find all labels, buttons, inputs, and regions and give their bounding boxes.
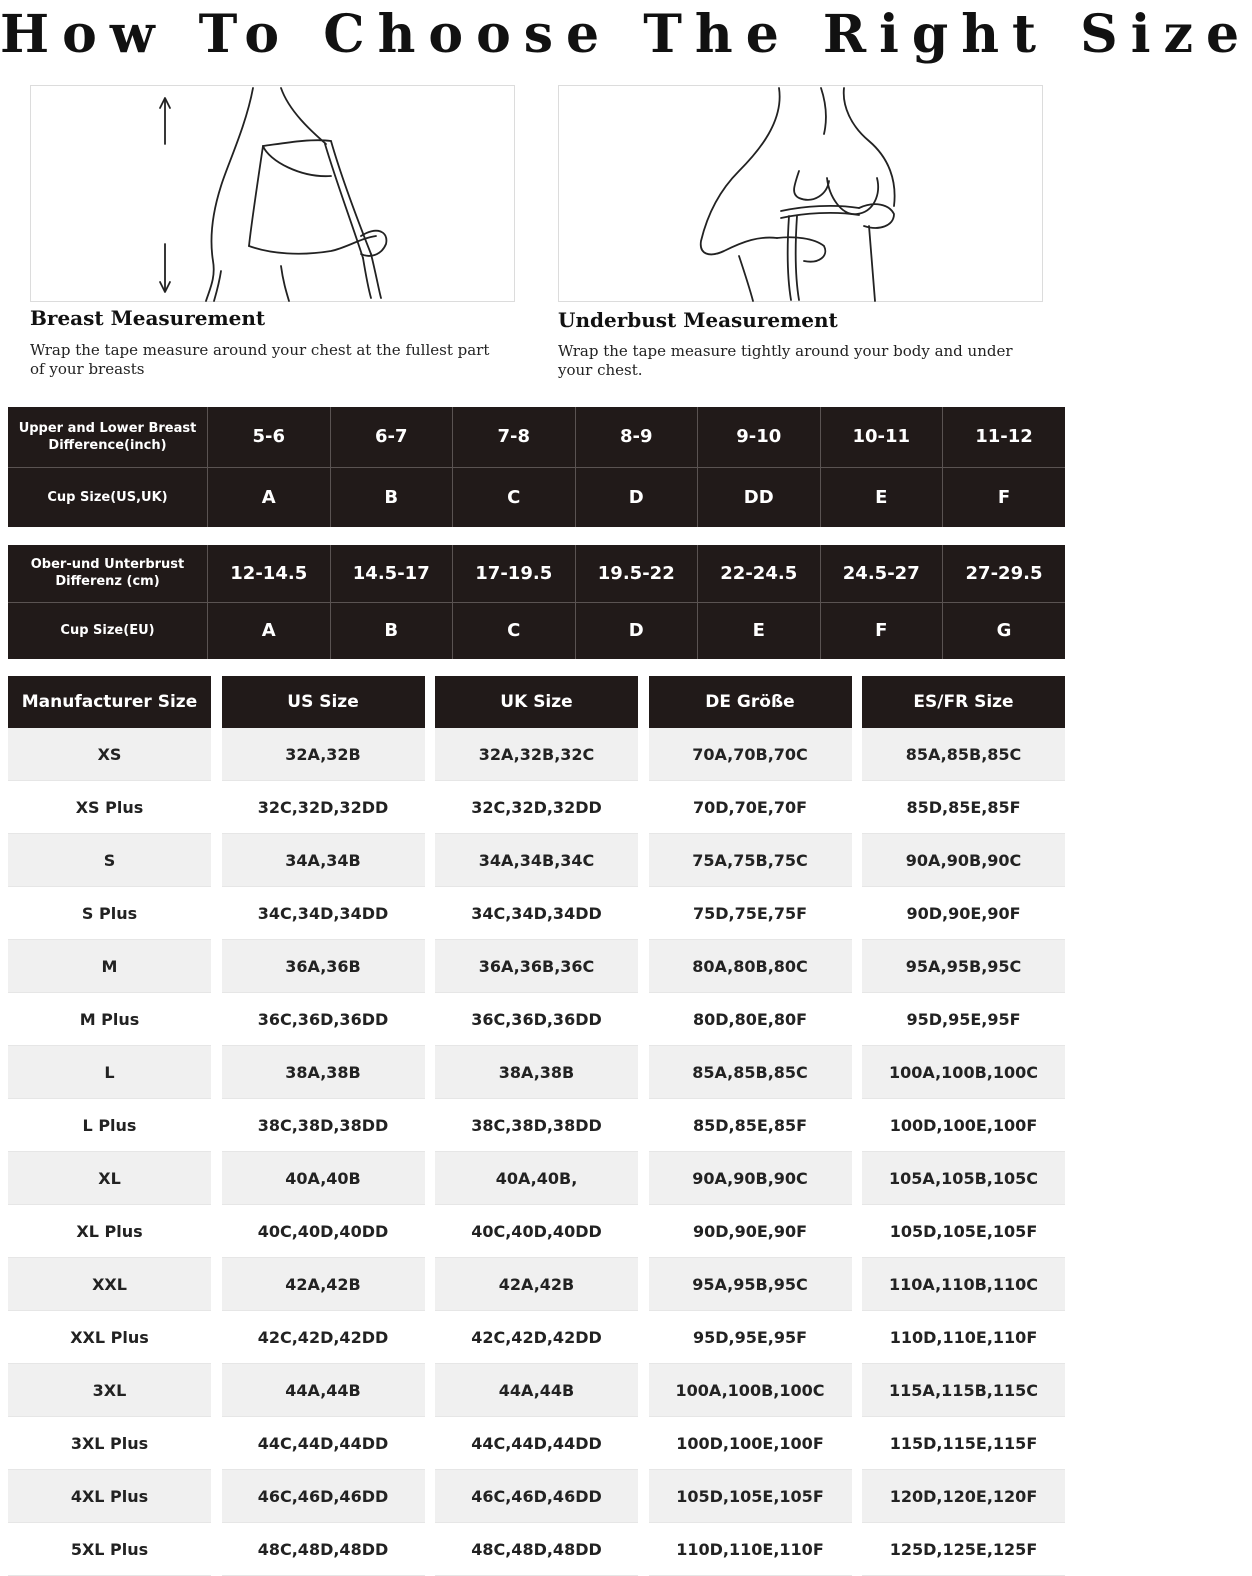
de-size-cell: 90D,90E,90F	[649, 1205, 852, 1258]
difference-cm-value: 17-19.5	[453, 545, 576, 602]
us-size-cell: 36C,36D,36DD	[222, 993, 425, 1046]
breast-measurement-drawing	[31, 86, 514, 301]
es-fr-size-cell: 100A,100B,100C	[862, 1046, 1065, 1099]
manufacturer-size-cell: XS Plus	[8, 781, 211, 834]
cup-size-value: F	[997, 486, 1011, 508]
cup-size-eu-value: A	[208, 602, 331, 659]
es-fr-size-cell: 105A,105B,105C	[862, 1152, 1065, 1205]
us-size-cell: 38C,38D,38DD	[222, 1099, 425, 1152]
us-size-cell: 34C,34D,34DD	[222, 887, 425, 940]
difference-inch-value: 7-8	[453, 407, 576, 467]
manufacturer-size-cell: XS	[8, 728, 211, 781]
breast-measurement-text: Wrap the tape measure around your chest at the fullest part of your breasts	[30, 341, 490, 378]
us-size-cell: 38A,38B	[222, 1046, 425, 1099]
cup-size-eu-value: F	[820, 602, 943, 659]
underbust-measurement-text: Wrap the tape measure tightly around your body and under your chest.	[558, 342, 1013, 379]
difference-inch-value: 8-9	[575, 407, 698, 467]
uk-size-cell: 40A,40B,	[435, 1152, 638, 1205]
manufacturer-size-cell: 3XL	[8, 1364, 211, 1417]
es-fr-size-cell: 90A,90B,90C	[862, 834, 1065, 887]
es-fr-size-cell: 110A,110B,110C	[862, 1258, 1065, 1311]
uk-size-cell: 46C,46D,46DD	[435, 1470, 638, 1523]
es-fr-size-cell: 95D,95E,95F	[862, 993, 1065, 1046]
cup-size-eu-value: D	[575, 602, 698, 659]
manufacturer-size-cell: L	[8, 1046, 211, 1099]
size-conversion-table	[8, 676, 1065, 1576]
cup-size-us-uk-table	[8, 407, 1065, 527]
es-fr-size-header: ES/FR Size	[862, 676, 1065, 728]
uk-size-cell: 44C,44D,44DD	[435, 1417, 638, 1470]
uk-size-cell: 42A,42B	[435, 1258, 638, 1311]
cup-size-eu-value: C	[453, 602, 576, 659]
de-size-cell: 90A,90B,90C	[649, 1152, 852, 1205]
us-size-cell: 42A,42B	[222, 1258, 425, 1311]
manufacturer-size-cell: 3XL Plus	[8, 1417, 211, 1470]
us-size-cell: 34A,34B	[222, 834, 425, 887]
manufacturer-size-cell: S	[8, 834, 211, 887]
difference-inch-value: 11-12	[943, 407, 1066, 467]
de-size-cell: 80A,80B,80C	[649, 940, 852, 993]
manufacturer-size-cell: 4XL Plus	[8, 1470, 211, 1523]
uk-size-header: UK Size	[435, 676, 638, 728]
de-size-cell: 80D,80E,80F	[649, 993, 852, 1046]
de-size-header: DE Größe	[649, 676, 852, 728]
difference-inch-value: 10-11	[820, 407, 943, 467]
manufacturer-size-cell: XL	[8, 1152, 211, 1205]
cup-size-eu-value: G	[996, 620, 1012, 642]
difference-cm-row	[8, 545, 1065, 602]
manufacturer-size-cell: S Plus	[8, 887, 211, 940]
cup-size-value: D	[575, 467, 698, 527]
us-size-cell: 36A,36B	[222, 940, 425, 993]
us-size-cell: 46C,46D,46DD	[222, 1470, 425, 1523]
de-size-cell: 100D,100E,100F	[649, 1417, 852, 1470]
cup-size-value: E	[820, 467, 943, 527]
es-fr-size-cell: 115A,115B,115C	[862, 1364, 1065, 1417]
manufacturer-size-cell: 5XL Plus	[8, 1523, 211, 1576]
difference-inch-value: 9-10	[698, 407, 821, 467]
cup-size-eu-row	[8, 602, 1065, 659]
breast-measurement-title: Breast Measurement	[30, 306, 266, 330]
manufacturer-size-cell: M	[8, 940, 211, 993]
es-fr-size-cell: 120D,120E,120F	[862, 1470, 1065, 1523]
difference-cm-value: 19.5-22	[575, 545, 698, 602]
cup-size-eu-value: B	[330, 602, 453, 659]
uk-size-cell: 36A,36B,36C	[435, 940, 638, 993]
manufacturer-size-cell: M Plus	[8, 993, 211, 1046]
cup-size-eu-value: E	[698, 602, 821, 659]
de-size-cell: 110D,110E,110F	[649, 1523, 852, 1576]
manufacturer-size-cell: L Plus	[8, 1099, 211, 1152]
difference-inch-row	[8, 407, 1065, 467]
difference-cm-value: 14.5-17	[330, 545, 453, 602]
cup-size-value: A	[208, 467, 331, 527]
es-fr-size-cell: 105D,105E,105F	[862, 1205, 1065, 1258]
difference-cm-value: 12-14.5	[208, 545, 331, 602]
es-fr-size-cell: 85D,85E,85F	[862, 781, 1065, 834]
underbust-measurement-illustration	[558, 85, 1043, 302]
us-size-cell: 32C,32D,32DD	[222, 781, 425, 834]
difference-inch-value: 5-6	[208, 407, 331, 467]
de-size-cell: 105D,105E,105F	[649, 1470, 852, 1523]
cup-size-value: B	[330, 467, 453, 527]
breast-measurement-illustration	[30, 85, 515, 302]
difference-inch-value: 6-7	[330, 407, 453, 467]
es-fr-size-cell: 90D,90E,90F	[862, 887, 1065, 940]
de-size-cell: 85D,85E,85F	[649, 1099, 852, 1152]
de-size-cell: 100A,100B,100C	[649, 1364, 852, 1417]
difference-cm-value: 24.5-27	[820, 545, 943, 602]
cup-size-us-uk-row	[8, 467, 1065, 527]
difference-inch-label: Upper and Lower Breast Difference(inch)	[8, 407, 208, 467]
us-size-cell: 40A,40B	[222, 1152, 425, 1205]
uk-size-cell: 34A,34B,34C	[435, 834, 638, 887]
cup-size-eu-label: Cup Size(EU)	[8, 602, 208, 659]
underbust-measurement-drawing	[559, 86, 1042, 301]
de-size-cell: 75A,75B,75C	[649, 834, 852, 887]
uk-size-cell: 32C,32D,32DD	[435, 781, 638, 834]
uk-size-cell: 38C,38D,38DD	[435, 1099, 638, 1152]
de-size-cell: 95D,95E,95F	[649, 1311, 852, 1364]
us-size-cell: 44A,44B	[222, 1364, 425, 1417]
cup-size-value: DD	[698, 467, 821, 527]
difference-cm-value: 22-24.5	[698, 545, 821, 602]
cup-size-value: C	[453, 467, 576, 527]
manufacturer-size-cell: XXL	[8, 1258, 211, 1311]
us-size-cell: 32A,32B	[222, 728, 425, 781]
uk-size-cell: 40C,40D,40DD	[435, 1205, 638, 1258]
de-size-cell: 70A,70B,70C	[649, 728, 852, 781]
es-fr-size-cell: 110D,110E,110F	[862, 1311, 1065, 1364]
cup-size-us-uk-label: Cup Size(US,UK)	[8, 467, 208, 527]
uk-size-cell: 36C,36D,36DD	[435, 993, 638, 1046]
uk-size-cell: 38A,38B	[435, 1046, 638, 1099]
cup-size-eu-table	[8, 545, 1065, 659]
es-fr-size-cell: 85A,85B,85C	[862, 728, 1065, 781]
de-size-cell: 75D,75E,75F	[649, 887, 852, 940]
us-size-cell: 40C,40D,40DD	[222, 1205, 425, 1258]
us-size-cell: 48C,48D,48DD	[222, 1523, 425, 1576]
uk-size-cell: 44A,44B	[435, 1364, 638, 1417]
manufacturer-size-cell: XL Plus	[8, 1205, 211, 1258]
uk-size-cell: 48C,48D,48DD	[435, 1523, 638, 1576]
es-fr-size-cell: 125D,125E,125F	[862, 1523, 1065, 1576]
difference-cm-label: Ober-und Unterbrust Differenz (cm)	[8, 545, 208, 602]
es-fr-size-cell: 100D,100E,100F	[862, 1099, 1065, 1152]
uk-size-cell: 34C,34D,34DD	[435, 887, 638, 940]
de-size-cell: 85A,85B,85C	[649, 1046, 852, 1099]
difference-cm-value: 27-29.5	[943, 545, 1066, 602]
us-size-header: US Size	[222, 676, 425, 728]
manufacturer-size-cell: XXL Plus	[8, 1311, 211, 1364]
us-size-cell: 42C,42D,42DD	[222, 1311, 425, 1364]
de-size-cell: 95A,95B,95C	[649, 1258, 852, 1311]
manufacturer-size-header: Manufacturer Size	[8, 676, 211, 728]
es-fr-size-cell: 95A,95B,95C	[862, 940, 1065, 993]
uk-size-cell: 42C,42D,42DD	[435, 1311, 638, 1364]
de-size-cell: 70D,70E,70F	[649, 781, 852, 834]
es-fr-size-cell: 115D,115E,115F	[862, 1417, 1065, 1470]
us-size-cell: 44C,44D,44DD	[222, 1417, 425, 1470]
page-title: How To Choose The Right Size	[0, 4, 1252, 65]
underbust-measurement-title: Underbust Measurement	[558, 308, 838, 332]
uk-size-cell: 32A,32B,32C	[435, 728, 638, 781]
